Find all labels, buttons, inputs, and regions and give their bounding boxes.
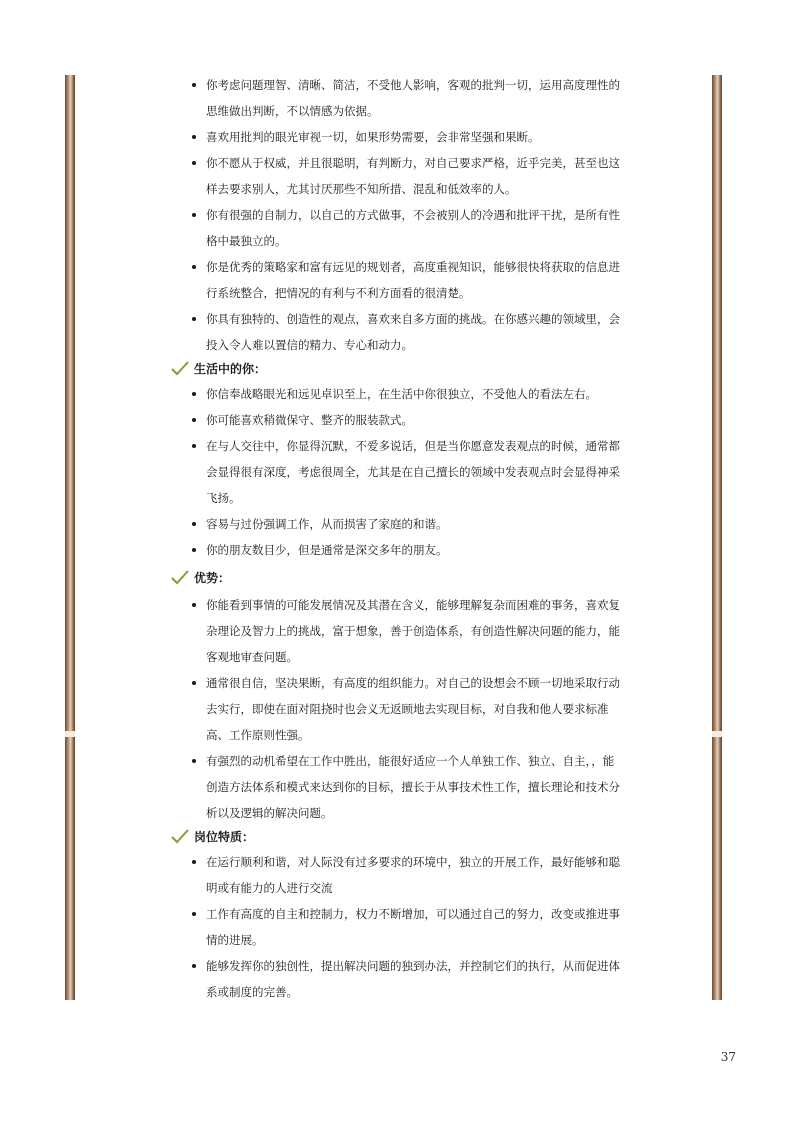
list-item: 你可能喜欢稍微保守、整齐的服装款式。 bbox=[192, 407, 622, 433]
list-item: 你具有独特的、创造性的观点，喜欢来自多方面的挑战。在你感兴趣的领域里，会投入令人难以置信的精力、专心和动力。 bbox=[192, 306, 622, 358]
section-heading-life: 生活中的你： bbox=[170, 358, 266, 378]
strengths-bullet-list bbox=[192, 592, 622, 826]
bullet-icon bbox=[192, 392, 196, 396]
list-item: 容易与过份强调工作，从而损害了家庭的和谐。 bbox=[192, 511, 622, 537]
list-item: 你考虑问题理智、清晰、简洁，不受他人影响，客观的批判一切，运用高度理性的思维做出判断，不以情感为依据。 bbox=[192, 72, 622, 124]
list-item: 你信奉战略眼光和远见卓识至上，在生活中你很独立，不受他人的看法左右。 bbox=[192, 381, 622, 407]
list-item: 工作有高度的自主和控制力，权力不断增加，可以通过自己的努力，改变或推进事情的进展。 bbox=[192, 901, 622, 953]
bullet-icon bbox=[192, 522, 196, 526]
bullet-icon bbox=[192, 135, 196, 139]
bullet-icon bbox=[192, 964, 196, 968]
list-item: 在与人交往中，你显得沉默，不爱多说话，但是当你愿意发表观点的时候，通常都会显得很有深度，考虑很周全，尤其是在自己擅长的领域中发表观点时会显得神采飞扬。 bbox=[192, 433, 622, 511]
bullet-icon bbox=[192, 548, 196, 552]
list-item: 喜欢用批判的眼光审视一切，如果形势需要，会非常坚强和果断。 bbox=[192, 124, 622, 150]
intro-bullet-list bbox=[192, 72, 622, 358]
list-item: 你的朋友数目少，但是通常是深交多年的朋友。 bbox=[192, 537, 622, 563]
list-item: 你是优秀的策略家和富有远见的规划者，高度重视知识，能够很快将获取的信息进行系统整合，把情况的有利与不利方面看的很清楚。 bbox=[192, 254, 622, 306]
bullet-icon bbox=[192, 213, 196, 217]
bullet-icon bbox=[192, 83, 196, 87]
page-number: 37 bbox=[720, 1050, 736, 1064]
list-item: 通常很自信，坚决果断，有高度的组织能力。对自己的设想会不顾一切地采取行动去实行，即使在面对阻挠时也会义无返顾地去实现目标，对自我和他人要求标准高、工作原则性强。 bbox=[192, 670, 622, 748]
bullet-icon bbox=[192, 418, 196, 422]
bullet-icon bbox=[192, 265, 196, 269]
bullet-icon bbox=[192, 860, 196, 864]
bullet-icon bbox=[192, 912, 196, 916]
list-item: 在运行顺利和谐，对人际没有过多要求的环境中，独立的开展工作，最好能够和聪明或有能力的人进行交流 bbox=[192, 849, 622, 901]
bullet-icon bbox=[192, 317, 196, 321]
life-bullet-list bbox=[192, 381, 622, 563]
job-traits-bullet-list bbox=[192, 849, 622, 1005]
list-item: 能够发挥你的独创性，提出解决问题的独到办法，并控制它们的执行，从而促进体系或制度的完善。 bbox=[192, 953, 622, 1005]
bullet-icon bbox=[192, 444, 196, 448]
section-heading-strengths: 优势： bbox=[170, 567, 230, 587]
checkmark-icon bbox=[170, 828, 190, 844]
bullet-icon bbox=[192, 603, 196, 607]
list-item: 你能看到事情的可能发展情况及其潜在含义，能够理解复杂而困难的事务，喜欢复杂理论及智力上的挑战，富于想象，善于创造体系，有创造性解决问题的能力，能客观地审查问题。 bbox=[192, 592, 622, 670]
list-item: 你不愿从于权威，并且很聪明，有判断力，对自己要求严格，近乎完美，甚至也这样去要求别人，尤其讨厌那些不知所措、混乱和低效率的人。 bbox=[192, 150, 622, 202]
bullet-icon bbox=[192, 681, 196, 685]
checkmark-icon bbox=[170, 360, 190, 376]
bullet-icon bbox=[192, 759, 196, 763]
section-heading-job-traits: 岗位特质： bbox=[170, 826, 254, 846]
bullet-icon bbox=[192, 161, 196, 165]
checkmark-icon bbox=[170, 569, 190, 585]
list-item: 你有很强的自制力，以自己的方式做事，不会被别人的冷遇和批评干扰，是所有性格中最独立的。 bbox=[192, 202, 622, 254]
list-item: 有强烈的动机希望在工作中胜出，能很好适应一个人单独工作、独立、自主，，能创造方法体系和模式来达到你的目标，擅长于从事技术性工作，擅长理论和技术分析以及逻辑的解决问题。 bbox=[192, 748, 622, 826]
